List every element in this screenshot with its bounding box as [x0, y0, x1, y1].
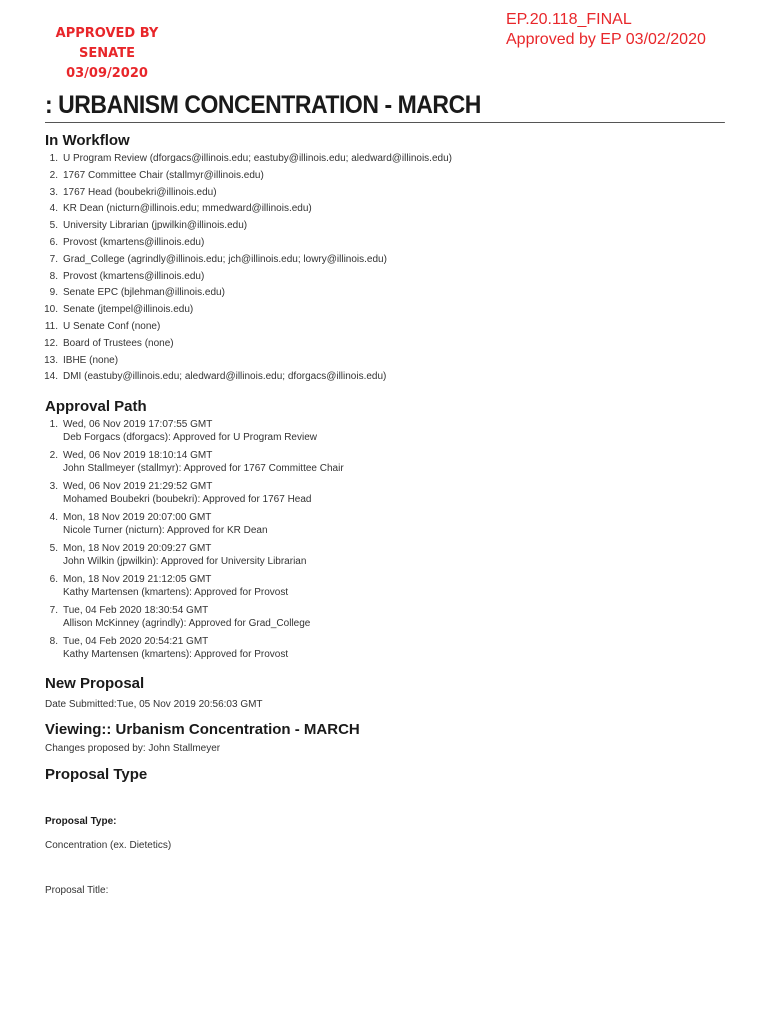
workflow-step [28, 252, 452, 269]
approval-step-number: 8. [49, 636, 58, 647]
senate-approval-stamp [28, 24, 186, 84]
workflow-step-number: 9. [49, 287, 58, 299]
approval-step-date: Tue, 04 Feb 2020 20:54:21 GMT [63, 636, 209, 647]
workflow-step [28, 151, 452, 168]
approval-step-body [63, 450, 344, 479]
proposal-title-label: Proposal Title: [45, 885, 109, 896]
senate-approval-text: APPROVED BY SENATE [55, 26, 159, 61]
workflow-step [28, 168, 452, 185]
workflow-step-text: KR Dean (nicturn@illinois.edu; mmedward@illinois.edu) [63, 203, 312, 215]
approval-step-body [63, 543, 306, 572]
proposal-type-value: Concentration (ex. Dietetics) [45, 840, 172, 851]
ep-document-id: EP.20.118_FINAL [506, 11, 632, 28]
approval-step-detail: Mohamed Boubekri (boubekri): Approved for 1767 Head [63, 493, 312, 505]
approval-step-date: Wed, 06 Nov 2019 18:10:14 GMT [63, 450, 213, 461]
approval-step-date: Mon, 18 Nov 2019 20:09:27 GMT [63, 543, 212, 554]
workflow-step [28, 353, 452, 370]
workflow-step [28, 369, 452, 386]
approval-step-body [63, 605, 310, 634]
approval-step-body [63, 574, 288, 603]
senate-approval-date: 03/09/2020 [66, 66, 148, 81]
new-proposal-heading: New Proposal [45, 675, 145, 692]
viewing-heading: Viewing:: Urbanism Concentration - MARCH [45, 721, 360, 738]
approval-step-date: Mon, 18 Nov 2019 20:07:00 GMT [63, 512, 212, 523]
workflow-step-number: 6. [49, 236, 58, 248]
workflow-step [28, 336, 452, 353]
workflow-step [28, 269, 452, 286]
approval-step-date: Tue, 04 Feb 2020 18:30:54 GMT [63, 605, 209, 616]
workflow-step-number: 7. [49, 253, 58, 265]
workflow-step-text: Board of Trustees (none) [63, 337, 174, 349]
workflow-step-number: 13. [44, 354, 58, 366]
workflow-step-number: 4. [49, 203, 58, 215]
workflow-step-text: U Senate Conf (none) [63, 320, 161, 332]
proposal-type-heading: Proposal Type [45, 766, 148, 783]
approval-step-body [63, 512, 268, 541]
workflow-step-number: 1. [49, 153, 58, 164]
approval-step-number: 4. [49, 512, 58, 523]
workflow-step-text: University Librarian (jpwilkin@illinois.edu) [63, 220, 248, 232]
approval-step-number: 3. [49, 481, 58, 492]
workflow-list [28, 151, 452, 386]
approval-path-heading: Approval Path [45, 398, 147, 415]
workflow-step-text: 1767 Head (boubekri@illinois.edu) [63, 186, 217, 198]
workflow-step-text: 1767 Committee Chair (stallmyr@illinois.edu) [63, 169, 264, 181]
workflow-step [28, 218, 452, 235]
approval-step [28, 572, 344, 603]
approval-step-detail: John Wilkin (jpwilkin): Approved for University Librarian [63, 555, 307, 567]
workflow-step-text: Senate (jtempel@illinois.edu) [63, 304, 194, 316]
workflow-step-text: Provost (kmartens@illinois.edu) [63, 236, 205, 248]
date-submitted: Date Submitted:Tue, 05 Nov 2019 20:56:03 GMT [45, 699, 263, 710]
workflow-step-number: 3. [49, 186, 58, 198]
approval-step-number: 2. [49, 450, 58, 461]
approval-step [28, 634, 344, 665]
workflow-step-text: U Program Review (dforgacs@illinois.edu; eastuby@illinois.edu; aledward@illinois.edu) [63, 153, 452, 164]
workflow-step [28, 302, 452, 319]
proposal-type-label: Proposal Type: [45, 816, 117, 827]
approval-path-list [28, 417, 344, 665]
approval-step-number: 1. [49, 419, 58, 430]
workflow-step-text: Senate EPC (bjlehman@illinois.edu) [63, 287, 225, 299]
approval-step [28, 417, 344, 448]
approval-step-number: 5. [49, 543, 58, 554]
approval-step [28, 603, 344, 634]
workflow-step [28, 201, 452, 218]
approval-step-body [63, 481, 311, 510]
workflow-step-number: 12. [44, 337, 58, 349]
approval-step-detail: Nicole Turner (nicturn): Approved for KR Dean [63, 524, 268, 536]
approval-step-date: Mon, 18 Nov 2019 21:12:05 GMT [63, 574, 212, 585]
approval-step [28, 448, 344, 479]
workflow-step [28, 235, 452, 252]
ep-approval-date: Approved by EP 03/02/2020 [506, 31, 706, 48]
workflow-heading: In Workflow [45, 132, 130, 149]
workflow-step-number: 10. [44, 304, 58, 316]
approval-step-date: Wed, 06 Nov 2019 17:07:55 GMT [63, 419, 213, 430]
approval-step-body [63, 419, 317, 448]
workflow-step [28, 285, 452, 302]
changes-proposed-by: Changes proposed by: John Stallmeyer [45, 743, 221, 754]
approval-step [28, 510, 344, 541]
workflow-step [28, 185, 452, 202]
workflow-step-number: 5. [49, 220, 58, 232]
approval-step-detail: Kathy Martensen (kmartens): Approved for Provost [63, 586, 289, 598]
approval-step-detail: John Stallmeyer (stallmyr): Approved for 1767 Committee Chair [63, 462, 344, 474]
approval-step-number: 7. [49, 605, 58, 616]
approval-step-detail: Allison McKinney (agrindly): Approved for Grad_College [63, 617, 311, 629]
workflow-step-number: 14. [44, 371, 58, 383]
approval-step-date: Wed, 06 Nov 2019 21:29:52 GMT [63, 481, 213, 492]
workflow-step-text: Provost (kmartens@illinois.edu) [63, 270, 205, 282]
ep-approval-stamp [506, 10, 706, 50]
approval-step-body [63, 636, 288, 665]
workflow-step-text: Grad_College (agrindly@illinois.edu; jch@illinois.edu; lowry@illinois.edu) [63, 253, 387, 265]
approval-step-detail: Deb Forgacs (dforgacs): Approved for U Program Review [63, 431, 317, 443]
workflow-step [28, 319, 452, 336]
workflow-step-number: 2. [49, 169, 58, 181]
workflow-step-text: DMI (eastuby@illinois.edu; aledward@illinois.edu; dforgacs@illinois.edu) [63, 371, 387, 383]
workflow-step-number: 8. [49, 270, 58, 282]
page-title: : URBANISM CONCENTRATION - MARCH [45, 90, 725, 123]
approval-step-number: 6. [49, 574, 58, 585]
workflow-step-number: 11. [44, 320, 58, 332]
workflow-step-text: IBHE (none) [63, 354, 119, 366]
approval-step-detail: Kathy Martensen (kmartens): Approved for Provost [63, 648, 289, 660]
approval-step [28, 479, 344, 510]
approval-step [28, 541, 344, 572]
